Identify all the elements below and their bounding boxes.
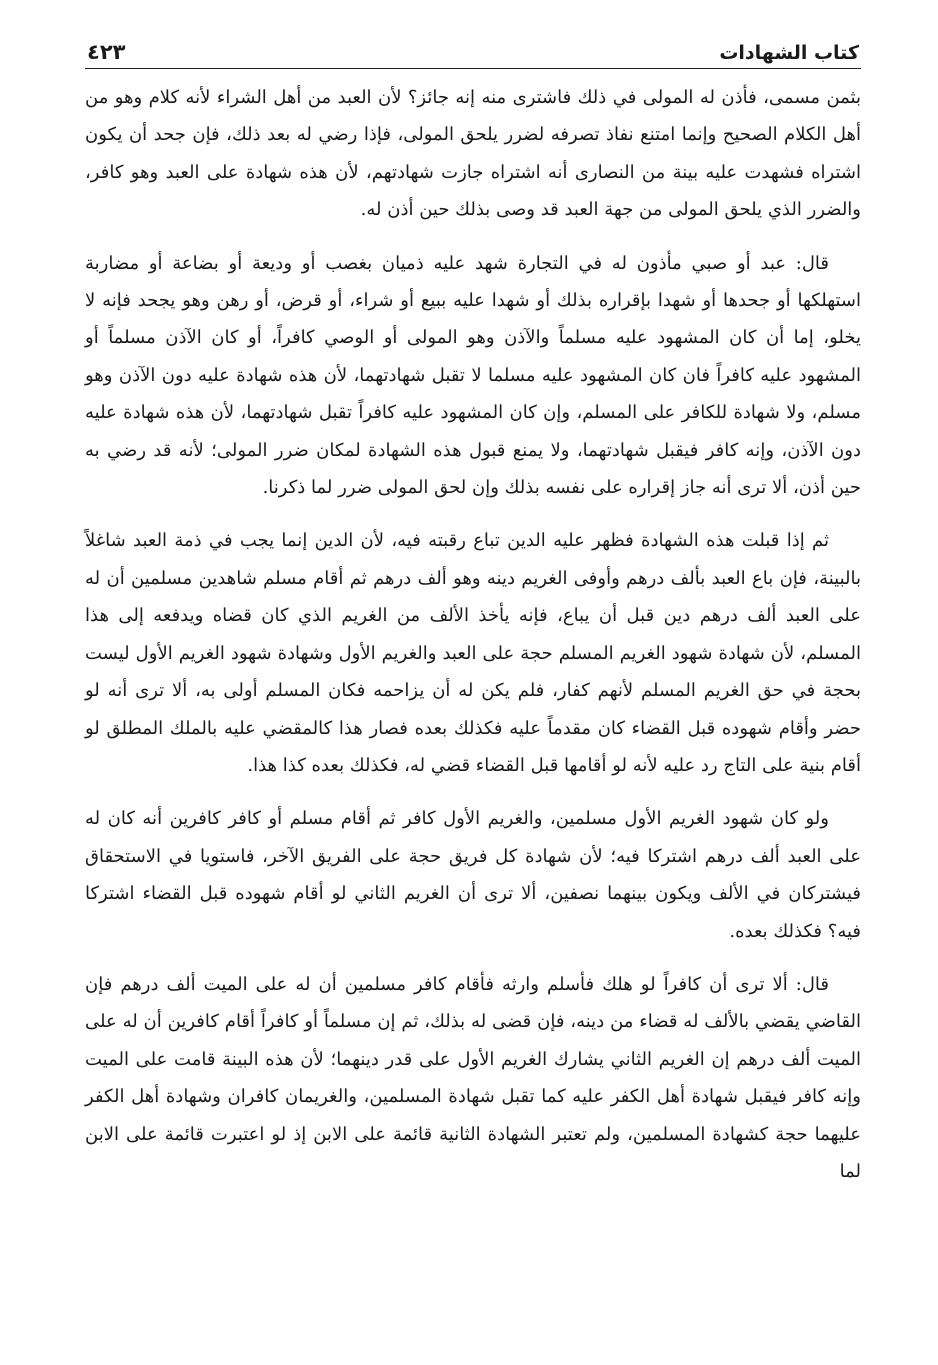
page-body — [85, 79, 861, 1190]
paragraph-4: ولو كان شهود الغريم الأول مسلمين، والغريم الأول كافر ثم أقام مسلم أو كافر كافرين أنه كان له على العبد ألف درهم اشتركا فيه؛ لأن شهادة كل فريق حجة على الفريق الآخر، فاستويا في الاستحقاق فيشتركان في الألف ويكون بينهما نصفين، ألا ترى أن الغريم الثاني لو أقام شهوده قبل القضاء اشتركا فيه؟ فكذلك بعده. — [85, 808, 861, 942]
paragraph-gap — [85, 784, 861, 800]
paragraph-3: ثم إذا قبلت هذه الشهادة فظهر عليه الدين تباع رقبته فيه، لأن الدين إنما يجب في ذمة العبد شاغلاً بالبينة، فإن باع العبد بألف درهم وأوفى الغريم دينه وهو ألف درهم ثم أقام مسلم شاهدين مسلمين أن له على العبد ألف درهم دين قبل أن يباع، فإنه يأخذ الألف من الغريم الذي كان قضاه ويدفعه إلى هذا المسلم، لأن شهادة شهود الغريم المسلم حجة على العبد والغريم الأول وشهادة شهود الغريم الأول ليست بحجة في حق الغريم المسلم لأنهم كفار، فلم يكن له أن يزاحمه فكان المسلم أولى به، ألا ترى أنه لو حضر وأقام شهوده قبل القضاء كان مقدماً عليه فكذلك بعده فصار هذا كالمقضي عليه بالملك المطلق لو أقام بنية على التاج رد عليه لأنه لو أقامها قبل القضاء قضي له، فكذلك بعده كذا هذا. — [85, 530, 861, 776]
paragraph-1: بثمن مسمى، فأذن له المولى في ذلك فاشترى منه إنه جائز؟ لأن العبد من أهل الشراء لأنه كلام وهو من أهل الكلام الصحيح وإنما امتنع نفاذ تصرفه لضرر يلحق المولى، فإذا رضي له بعد ذلك، فإن جحد أن يكون اشتراه فشهدت عليه بينة من النصارى أنه اشتراه جازت شهادتهم، لأن هذه شهادة على العبد وهو كافر، والضرر الذي يلحق المولى من جهة العبد قد وصى بذلك حين أذن له. — [85, 87, 861, 221]
paragraph-gap — [85, 229, 861, 245]
page-number: ٤٢٣ — [87, 40, 126, 64]
paragraph-gap — [85, 950, 861, 966]
paragraph-5: قال: ألا ترى أن كافراً لو هلك فأسلم وارثه فأقام كافر مسلمين أن له على الميت ألف درهم فإن القاضي يقضي بالألف له قضاء من دينه، فإن قضى له بذلك، ثم إن مسلماً أو كافراً أقام كافرين أن له على الميت ألف درهم إن الغريم الثاني يشارك الغريم الأول على قدر دينهما؛ لأن هذه البينة قامت على الميت وإنه كافر فيقبل شهادة أهل الكفر عليه كما تقبل شهادة المسلمين، والغريمان كافران وشهادة أهل الكفر عليهما حجة كشهادة المسلمين، ولم تعتبر الشهادة الثانية قائمة على الابن إذ لو اعتبرت قائمة على الابن لما — [85, 973, 861, 1182]
page-header — [85, 30, 861, 69]
chapter-title: كتاب الشهادات — [719, 42, 859, 64]
paragraph-2: قال: عبد أو صبي مأذون له في التجارة شهد عليه ذميان بغصب أو وديعة أو بضاعة أو مضاربة استهلكها أو جحدها أو شهدا بإقراره بذلك أو شهدا عليه ببيع أو شراء، أو قرض، أو رهن وهو يجحد فإنه لا يخلو، إما أن كان المشهود عليه مسلماً والآذن وهو المولى أو الوصي كافراً، أو كان الآذن مسلماً أو المشهود عليه كافراً فان كان المشهود عليه مسلما لا تقبل شهادتهما، لأن هذه شهادة عليه دون الآذن وهو مسلم، ولا شهادة للكافر على المسلم، وإن كان المشهود عليه كافراً تقبل شهادتهما، لأن هذه شهادة عليه دون الآذن، وإنه كافر فيقبل شهادتهما، ولا يمنع قبول هذه الشهادة لمكان ضرر المولى؛ لأنه قد رضي به حين أذن، ألا ترى أنه جاز إقراره على نفسه بذلك وإن لحق المولى ضرر لما ذكرنا. — [85, 252, 862, 499]
book-page — [85, 30, 861, 1190]
paragraph-gap — [85, 506, 861, 522]
